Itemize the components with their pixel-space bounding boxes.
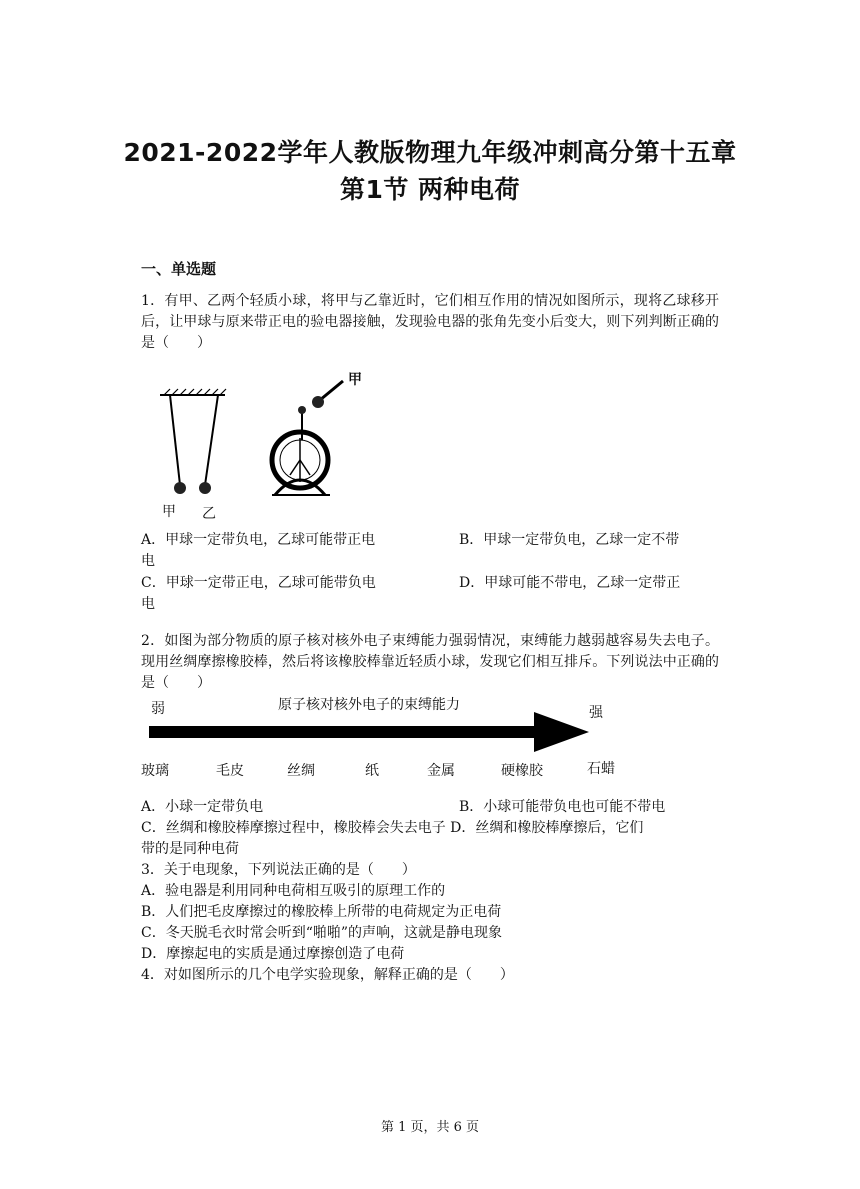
- page-footer: 第 1 页，共 6 页: [380, 1120, 480, 1135]
- q3-stem: 3．关于电现象，下列说法正确的是（ ）: [141, 862, 416, 878]
- q1-option-b-cont: 电: [141, 553, 155, 569]
- material-metal: 金属: [427, 763, 455, 779]
- q3-option-b: B．人们把毛皮摩擦过的橡胶棒上所带的电荷规定为正电荷: [141, 904, 502, 920]
- q2-binding-scale-figure: [141, 692, 641, 782]
- scale-arrow: [149, 712, 589, 752]
- material-paper: 纸: [365, 763, 379, 779]
- label-yi: 乙: [202, 506, 216, 522]
- material-silk: 丝绸: [287, 763, 315, 779]
- doc-title-line2: 第1节 两种电荷: [339, 175, 521, 204]
- q1-stem: 1．有甲、乙两个轻质小球，将甲与乙靠近时，它们相互作用的情况如图所示，现将乙球移开后，让甲球与原来带正电的验电器接触，发现验电器的张角先变小后变大，则下列判断正确的是（ ）: [141, 293, 719, 351]
- q1-option-d: D．甲球可能不带电，乙球一定带正: [459, 575, 681, 591]
- q2-option-b: B．小球可能带负电也可能不带电: [459, 799, 666, 815]
- material-paraffin: 石蜡: [587, 761, 615, 777]
- q2-stem: 2．如图为部分物质的原子核对核外电子束缚能力强弱情况，束缚能力越弱越容易失去电子。现用丝绸摩擦橡胶棒，然后将该橡胶棒靠近轻质小球，发现它们相互排斥。下列说法中正确的是（ ）: [141, 633, 719, 691]
- section-heading: 一、单选题: [141, 260, 217, 278]
- q1-option-a: A．甲球一定带负电，乙球可能带正电: [141, 532, 376, 548]
- q2-option-a: A．小球一定带负电: [141, 799, 264, 815]
- material-fur: 毛皮: [216, 763, 244, 779]
- q1-option-d-cont: 电: [141, 596, 155, 612]
- q1-option-c: C．甲球一定带正电，乙球可能带负电: [141, 575, 376, 591]
- label-jia: 甲: [162, 504, 176, 520]
- q3-option-a: A．验电器是利用同种电荷相互吸引的原理工作的: [141, 883, 446, 899]
- q1-option-b: B．甲球一定带负电，乙球一定不带: [459, 532, 680, 548]
- pendulum-electroscope-diagram: [150, 365, 380, 525]
- q2-option-c-d: C．丝绸和橡胶棒摩擦过程中，橡胶棒会失去电子 D．丝绸和橡胶棒摩擦后，它们: [141, 820, 644, 836]
- scale-strong: 强: [589, 705, 603, 721]
- label-jia-rod: 甲: [348, 372, 362, 388]
- q1-figure: [150, 365, 380, 525]
- scale-caption: 原子核对核外电子的束缚能力: [278, 697, 460, 713]
- q4-stem: 4．对如图所示的几个电学实验现象，解释正确的是（ ）: [141, 967, 514, 983]
- material-glass: 玻璃: [141, 763, 169, 779]
- doc-title-line1: 2021-2022学年人教版物理九年级冲刺高分第十五章: [123, 138, 737, 167]
- material-hard-rubber: 硬橡胶: [501, 763, 543, 779]
- scale-weak: 弱: [151, 701, 165, 717]
- q2-option-d-cont: 带的是同种电荷: [141, 841, 239, 857]
- q3-option-d: D．摩擦起电的实质是通过摩擦创造了电荷: [141, 946, 405, 962]
- q3-option-c: C．冬天脱毛衣时常会听到“啪啪”的声响，这就是静电现象: [141, 925, 503, 941]
